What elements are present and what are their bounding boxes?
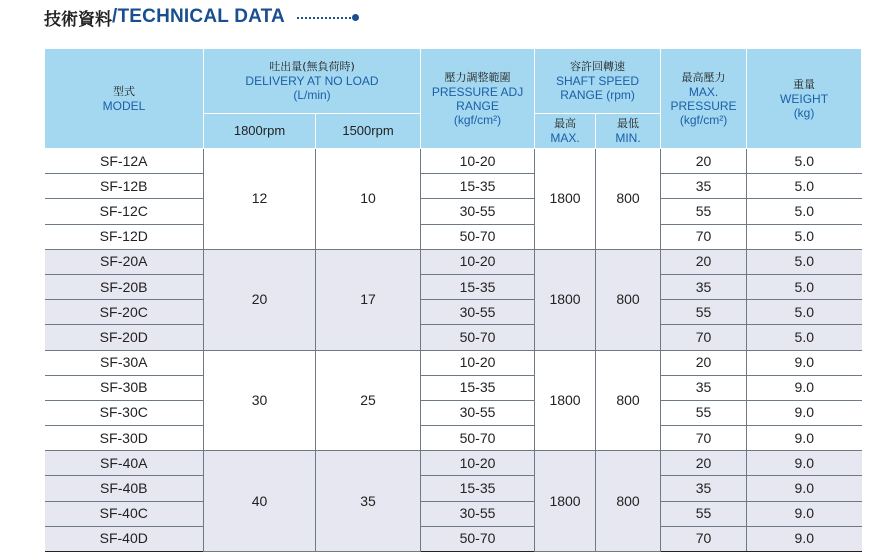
cell-max-pressure: 35: [661, 174, 747, 199]
header-weight: 重量 WEIGHT (kg): [747, 49, 862, 149]
cell-delivery-1800: 12: [204, 149, 316, 250]
cell-weight: 5.0: [747, 325, 862, 350]
cell-model: SF-30A: [45, 350, 204, 375]
cell-model: SF-30B: [45, 375, 204, 400]
cell-max-pressure: 55: [661, 199, 747, 224]
header-delivery: 吐出量(無負荷時) DELIVERY AT NO LOAD (L/min): [204, 49, 421, 114]
cell-model: SF-30D: [45, 426, 204, 451]
header-rpm-1800: 1800rpm: [204, 114, 316, 149]
cell-model: SF-40D: [45, 526, 204, 551]
table-row: [45, 426, 862, 451]
cell-pressure-range: 10-20: [421, 249, 535, 274]
technical-data-table: [44, 48, 862, 552]
cell-weight: 5.0: [747, 199, 862, 224]
cell-model: SF-12A: [45, 149, 204, 174]
table-row: [45, 274, 862, 299]
cell-max-pressure: 35: [661, 375, 747, 400]
table-header: [45, 49, 862, 149]
cell-max-rpm: 1800: [535, 149, 596, 250]
cell-max-pressure: 20: [661, 350, 747, 375]
cell-model: SF-40C: [45, 501, 204, 526]
header-max-pressure: 最高壓力 MAX. PRESSURE (kgf/cm²): [661, 49, 747, 149]
cell-model: SF-20A: [45, 249, 204, 274]
cell-weight: 5.0: [747, 174, 862, 199]
cell-model: SF-20C: [45, 300, 204, 325]
cell-max-pressure: 70: [661, 224, 747, 249]
cell-max-rpm: 1800: [535, 451, 596, 552]
cell-delivery-1800: 30: [204, 350, 316, 451]
cell-model: SF-40A: [45, 451, 204, 476]
cell-weight: 9.0: [747, 375, 862, 400]
cell-pressure-range: 10-20: [421, 350, 535, 375]
cell-pressure-range: 15-35: [421, 174, 535, 199]
table-row: [45, 199, 862, 224]
cell-max-pressure: 55: [661, 400, 747, 425]
cell-weight: 9.0: [747, 350, 862, 375]
cell-delivery-1500: 35: [316, 451, 421, 552]
header-model: 型式 MODEL: [45, 49, 204, 149]
cell-max-pressure: 20: [661, 149, 747, 174]
cell-weight: 5.0: [747, 300, 862, 325]
header-rpm-1500: 1500rpm: [316, 114, 421, 149]
title-en: TECHNICAL DATA: [117, 6, 285, 27]
cell-pressure-range: 30-55: [421, 400, 535, 425]
header-shaft-speed: 容許回轉速 SHAFT SPEED RANGE (rpm): [535, 49, 661, 114]
table-row: [45, 224, 862, 249]
cell-weight: 9.0: [747, 476, 862, 501]
table-row: [45, 350, 862, 375]
cell-pressure-range: 10-20: [421, 451, 535, 476]
cell-min-rpm: 800: [596, 451, 661, 552]
cell-delivery-1500: 25: [316, 350, 421, 451]
cell-weight: 9.0: [747, 526, 862, 551]
cell-pressure-range: 15-35: [421, 476, 535, 501]
cell-model: SF-40B: [45, 476, 204, 501]
header-max-rpm: 最高 MAX.: [535, 114, 596, 149]
table-row: [45, 249, 862, 274]
header-pressure-adj: 壓力調整範圍 PRESSURE ADJ RANGE (kgf/cm²): [421, 49, 535, 149]
cell-max-pressure: 20: [661, 451, 747, 476]
cell-min-rpm: 800: [596, 249, 661, 350]
cell-max-pressure: 55: [661, 300, 747, 325]
cell-model: SF-20B: [45, 274, 204, 299]
cell-weight: 9.0: [747, 426, 862, 451]
table-row: [45, 476, 862, 501]
table-row: [45, 375, 862, 400]
cell-delivery-1800: 40: [204, 451, 316, 552]
cell-model: SF-12D: [45, 224, 204, 249]
section-title: [44, 4, 359, 30]
cell-pressure-range: 10-20: [421, 149, 535, 174]
cell-weight: 5.0: [747, 274, 862, 299]
cell-pressure-range: 15-35: [421, 274, 535, 299]
cell-weight: 9.0: [747, 501, 862, 526]
cell-pressure-range: 50-70: [421, 526, 535, 551]
cell-max-pressure: 70: [661, 526, 747, 551]
cell-model: SF-30C: [45, 400, 204, 425]
cell-model: SF-12B: [45, 174, 204, 199]
table-body: [45, 149, 862, 552]
cell-weight: 5.0: [747, 224, 862, 249]
cell-weight: 9.0: [747, 400, 862, 425]
header-min-rpm: 最低 MIN.: [596, 114, 661, 149]
cell-pressure-range: 50-70: [421, 426, 535, 451]
cell-pressure-range: 15-35: [421, 375, 535, 400]
cell-max-rpm: 1800: [535, 350, 596, 451]
table-row: [45, 501, 862, 526]
table-row: [45, 325, 862, 350]
table-row: [45, 174, 862, 199]
title-zh: 技術資料: [44, 9, 112, 30]
cell-delivery-1800: 20: [204, 249, 316, 350]
cell-pressure-range: 50-70: [421, 325, 535, 350]
cell-max-rpm: 1800: [535, 249, 596, 350]
cell-model: SF-12C: [45, 199, 204, 224]
table-row: [45, 300, 862, 325]
cell-weight: 9.0: [747, 451, 862, 476]
cell-min-rpm: 800: [596, 350, 661, 451]
cell-delivery-1500: 17: [316, 249, 421, 350]
cell-max-pressure: 70: [661, 426, 747, 451]
cell-max-pressure: 20: [661, 249, 747, 274]
cell-pressure-range: 30-55: [421, 199, 535, 224]
table-row: [45, 149, 862, 174]
cell-weight: 5.0: [747, 149, 862, 174]
cell-model: SF-20D: [45, 325, 204, 350]
cell-pressure-range: 50-70: [421, 224, 535, 249]
table-row: [45, 400, 862, 425]
cell-weight: 5.0: [747, 249, 862, 274]
title-separator: /: [112, 6, 118, 27]
cell-max-pressure: 35: [661, 476, 747, 501]
cell-max-pressure: 55: [661, 501, 747, 526]
table-row: [45, 451, 862, 476]
cell-max-pressure: 35: [661, 274, 747, 299]
cell-max-pressure: 70: [661, 325, 747, 350]
bullet-dot-icon: [352, 14, 359, 21]
cell-delivery-1500: 10: [316, 149, 421, 250]
dotted-leader: [297, 17, 351, 19]
cell-pressure-range: 30-55: [421, 300, 535, 325]
cell-pressure-range: 30-55: [421, 501, 535, 526]
cell-min-rpm: 800: [596, 149, 661, 250]
